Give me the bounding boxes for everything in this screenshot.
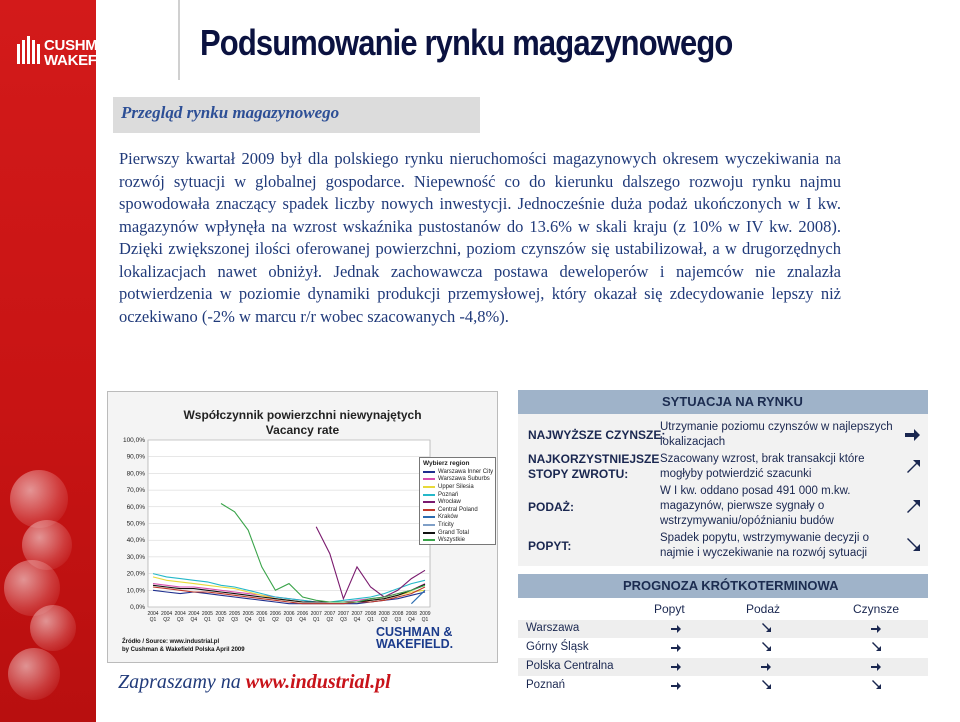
market-situation-heading: SYTUACJA NA RYNKU <box>518 390 928 414</box>
arrow-right-icon <box>670 680 682 692</box>
x-tick-quarter: Q4 <box>408 617 415 623</box>
arrow-up-right-icon <box>903 496 921 514</box>
arrow-down-right-icon <box>870 642 882 654</box>
market-row-desc: W I kw. oddano posad 491 000 m.kw. magazynów, pierwsze sygnały o wstrzymywaniu/opóźnianiu budów <box>660 485 851 527</box>
arrow-right-icon <box>760 661 772 673</box>
arrow-down-right-icon <box>903 537 921 555</box>
arrow-down-right-icon <box>870 680 882 692</box>
legend-label: Wszystkie <box>438 537 465 544</box>
forecast-row <box>518 677 928 695</box>
x-tick-year: 2007 <box>310 611 322 617</box>
x-tick-year: 2005 <box>229 611 241 617</box>
x-tick-quarter: Q2 <box>217 617 225 623</box>
x-tick-year: 2004 <box>161 611 173 617</box>
x-tick-year: 2005 <box>215 611 227 617</box>
legend-swatch <box>423 539 435 541</box>
chart-source-line-1: Źródło / Source: www.industrial.pl <box>122 639 220 645</box>
invitation <box>118 671 391 694</box>
left-brand-band <box>0 0 96 722</box>
x-tick-year: 2004 <box>188 611 200 617</box>
x-tick-quarter: Q2 <box>163 617 170 623</box>
legend-item[interactable] <box>423 498 492 506</box>
legend-title: Wybierz region <box>423 460 470 467</box>
chart-legend[interactable] <box>419 457 496 545</box>
x-tick-quarter: Q4 <box>353 617 361 623</box>
market-row-label: PODAŻ: <box>528 500 574 514</box>
y-tick-label: 70,0% <box>126 487 145 495</box>
y-tick-label: 40,0% <box>126 537 145 545</box>
arrow-right-icon <box>670 642 682 654</box>
forecast-col-supply: Podaż <box>746 602 781 616</box>
y-tick-label: 10,0% <box>126 587 145 595</box>
section-heading: Przegląd rynku magazynowego <box>121 103 340 122</box>
legend-swatch <box>423 532 435 534</box>
legend-item[interactable] <box>423 483 492 491</box>
x-tick-year: 2007 <box>324 611 336 617</box>
y-tick-label: 80,0% <box>126 470 145 478</box>
legend-item[interactable] <box>423 506 492 514</box>
logo-wordmark <box>44 38 134 68</box>
forecast-region-name: Polska Centralna <box>526 660 614 672</box>
x-tick-year: 2009 <box>419 611 431 617</box>
chart-title-line-1: Współczynnik powierzchni niewynajętych <box>183 408 422 422</box>
legend-label: Grand Total <box>438 529 469 536</box>
legend-item[interactable] <box>423 476 492 484</box>
x-tick-quarter: Q4 <box>244 617 252 623</box>
legend-swatch <box>423 516 435 518</box>
x-tick-quarter: Q3 <box>231 617 238 623</box>
x-tick-year: 2008 <box>378 611 390 617</box>
arrow-up-right-icon <box>903 456 921 474</box>
x-tick-year: 2006 <box>256 611 268 617</box>
logo-line-2: WAKEFIELD. <box>44 52 134 69</box>
legend-item[interactable] <box>423 491 492 499</box>
vacancy-rate-chart <box>107 391 498 663</box>
invitation-text: Zapraszamy na <box>118 671 246 693</box>
x-tick-quarter: Q1 <box>149 617 157 623</box>
legend-label: Kraków <box>438 514 459 521</box>
chart-logo-line-1: CUSHMAN & <box>376 625 453 639</box>
legend-label: Poznań <box>438 491 459 498</box>
forecast-region-name: Warszawa <box>526 622 580 634</box>
x-tick-year: 2006 <box>269 611 281 617</box>
arrow-right-icon <box>670 661 682 673</box>
arrow-right-icon <box>903 426 921 444</box>
market-situation-panel <box>518 390 928 566</box>
industrial-link[interactable]: www.industrial.pl <box>245 671 391 693</box>
x-tick-quarter: Q2 <box>272 617 279 623</box>
x-tick-quarter: Q4 <box>190 617 198 623</box>
chart-source <box>122 638 245 654</box>
x-tick-quarter: Q1 <box>204 617 211 623</box>
header-divider <box>178 0 180 80</box>
x-tick-year: 2008 <box>405 611 417 617</box>
x-tick-year: 2007 <box>351 611 363 617</box>
legend-label: Warszawa Inner City <box>438 468 494 475</box>
x-tick-year: 2008 <box>365 611 377 617</box>
x-tick-quarter: Q1 <box>367 617 374 623</box>
legend-swatch <box>423 509 435 511</box>
x-tick-quarter: Q2 <box>326 617 334 623</box>
legend-swatch <box>423 494 435 496</box>
legend-item[interactable] <box>423 468 492 476</box>
y-tick-label: 50,0% <box>126 520 145 528</box>
x-tick-year: 2004 <box>174 611 186 617</box>
chart-logo <box>376 626 453 650</box>
forecast-heading: PROGNOZA KRÓTKOTERMINOWA <box>518 574 928 598</box>
market-row-label: POPYT: <box>528 539 572 553</box>
forecast-row <box>518 639 928 657</box>
arrow-right-icon <box>870 661 882 673</box>
summary-paragraph: Pierwszy kwartał 2009 był dla polskiego rynku nieruchomości magazynowych okresem wyczekiwania na rozwój sytuacji w globalnej gospodarce. Niepewność co do kierunku dalszego rozwoju rynku najmu spowodowała znaczący spadek liczby nowych inwestycji. Jednocześnie duża podaż ukończonych w I kw. magazynów wpłynęła na wzrost wskaźnika pustostanów do 13.6% w skali kraju (z 10% w IV kw. 2008). Dzięki zwiększonej ilości oferowanej powierzchni, poziom czynszów się ustabilizował, a w drugorzędnych lokalizacjach nawet obniżył. Jednak zachowawcza postawa deweloperów i najemców nie znalazła potwierdzenia w poziomie dynamiki produkcji przemysłowej, który okazał się zdecydowanie lepszy niż oczekiwano (-2% w marcu r/r wobec szacowanych -4,8%). <box>119 149 841 326</box>
legend-label: Central Poland <box>438 506 478 513</box>
x-tick-year: 2008 <box>392 611 404 617</box>
market-row-label: NAJKORZYSTNIEJSZE STOPY ZWROTU: <box>528 452 660 481</box>
x-tick-year: 2004 <box>147 611 159 617</box>
short-term-forecast-panel <box>518 574 928 698</box>
legend-label: Tricity <box>438 521 454 528</box>
market-row-desc: Szacowany wzrost, brak transakcji które mogłyby potwierdzić szacunki <box>660 453 865 480</box>
forecast-row <box>518 620 928 638</box>
globe-decoration-1 <box>10 470 68 528</box>
legend-swatch <box>423 471 435 473</box>
x-tick-year: 2006 <box>283 611 295 617</box>
x-tick-quarter: Q3 <box>176 617 184 623</box>
x-tick-year: 2007 <box>337 611 349 617</box>
market-row-desc: Utrzymanie poziomu czynszów w najlepszych lokalizacjach <box>660 421 893 448</box>
arrow-down-right-icon <box>760 680 772 692</box>
y-tick-label: 20,0% <box>126 570 145 578</box>
x-tick-quarter: Q3 <box>285 617 293 623</box>
x-tick-quarter: Q3 <box>394 617 402 623</box>
legend-item[interactable] <box>423 514 492 522</box>
x-tick-quarter: Q1 <box>258 617 266 623</box>
forecast-row <box>518 658 928 676</box>
x-tick-quarter: Q1 <box>312 617 320 623</box>
y-tick-label: 100,0% <box>122 437 145 444</box>
market-row-desc: Spadek popytu, wstrzymywanie decyzji o najmie i wyczekiwanie na rozwój sytuacji <box>660 532 870 559</box>
globe-decoration-5 <box>8 648 60 700</box>
chart-source-line-2: by Cushman & Wakefield Polska April 2009 <box>122 647 245 653</box>
legend-label: Wrocław <box>438 499 461 506</box>
forecast-col-rents: Czynsze <box>853 602 900 616</box>
x-tick-quarter: Q4 <box>299 617 306 623</box>
x-tick-year: 2006 <box>297 611 309 617</box>
y-tick-label: 0,0% <box>130 604 145 611</box>
logo-line-1: CUSHMAN & <box>44 37 133 54</box>
legend-item[interactable] <box>423 521 492 529</box>
legend-swatch <box>423 501 435 503</box>
arrow-right-icon <box>870 623 882 635</box>
x-tick-quarter: Q3 <box>340 617 347 623</box>
market-row-label: NAJWYŻSZE CZYNSZE: <box>528 428 666 442</box>
legend-swatch <box>423 486 435 488</box>
slide-title: Podsumowanie rynku magazynowego <box>200 22 733 63</box>
legend-label: Upper Silesia <box>438 483 474 490</box>
legend-swatch <box>423 524 435 526</box>
forecast-region-name: Górny Śląsk <box>526 641 589 653</box>
legend-swatch <box>423 478 435 480</box>
x-tick-year: 2005 <box>201 611 213 617</box>
arrow-down-right-icon <box>760 642 772 654</box>
arrow-right-icon <box>670 623 682 635</box>
legend-label: Warszawa Suburbs <box>438 476 490 483</box>
y-tick-label: 60,0% <box>126 503 145 511</box>
legend-item[interactable] <box>423 536 492 544</box>
chart-logo-line-2: WAKEFIELD. <box>376 637 454 651</box>
y-tick-label: 30,0% <box>126 553 145 561</box>
globe-decoration-4 <box>30 605 76 651</box>
chart-title-line-2: Vacancy rate <box>265 423 340 437</box>
arrow-down-right-icon <box>760 623 772 635</box>
x-tick-quarter: Q2 <box>380 617 388 623</box>
forecast-region-name: Poznań <box>526 679 566 691</box>
forecast-col-demand: Popyt <box>654 602 685 616</box>
y-tick-label: 90,0% <box>126 453 145 461</box>
x-tick-quarter: Q1 <box>421 617 429 623</box>
x-tick-year: 2005 <box>242 611 254 617</box>
legend-item[interactable] <box>423 529 492 537</box>
